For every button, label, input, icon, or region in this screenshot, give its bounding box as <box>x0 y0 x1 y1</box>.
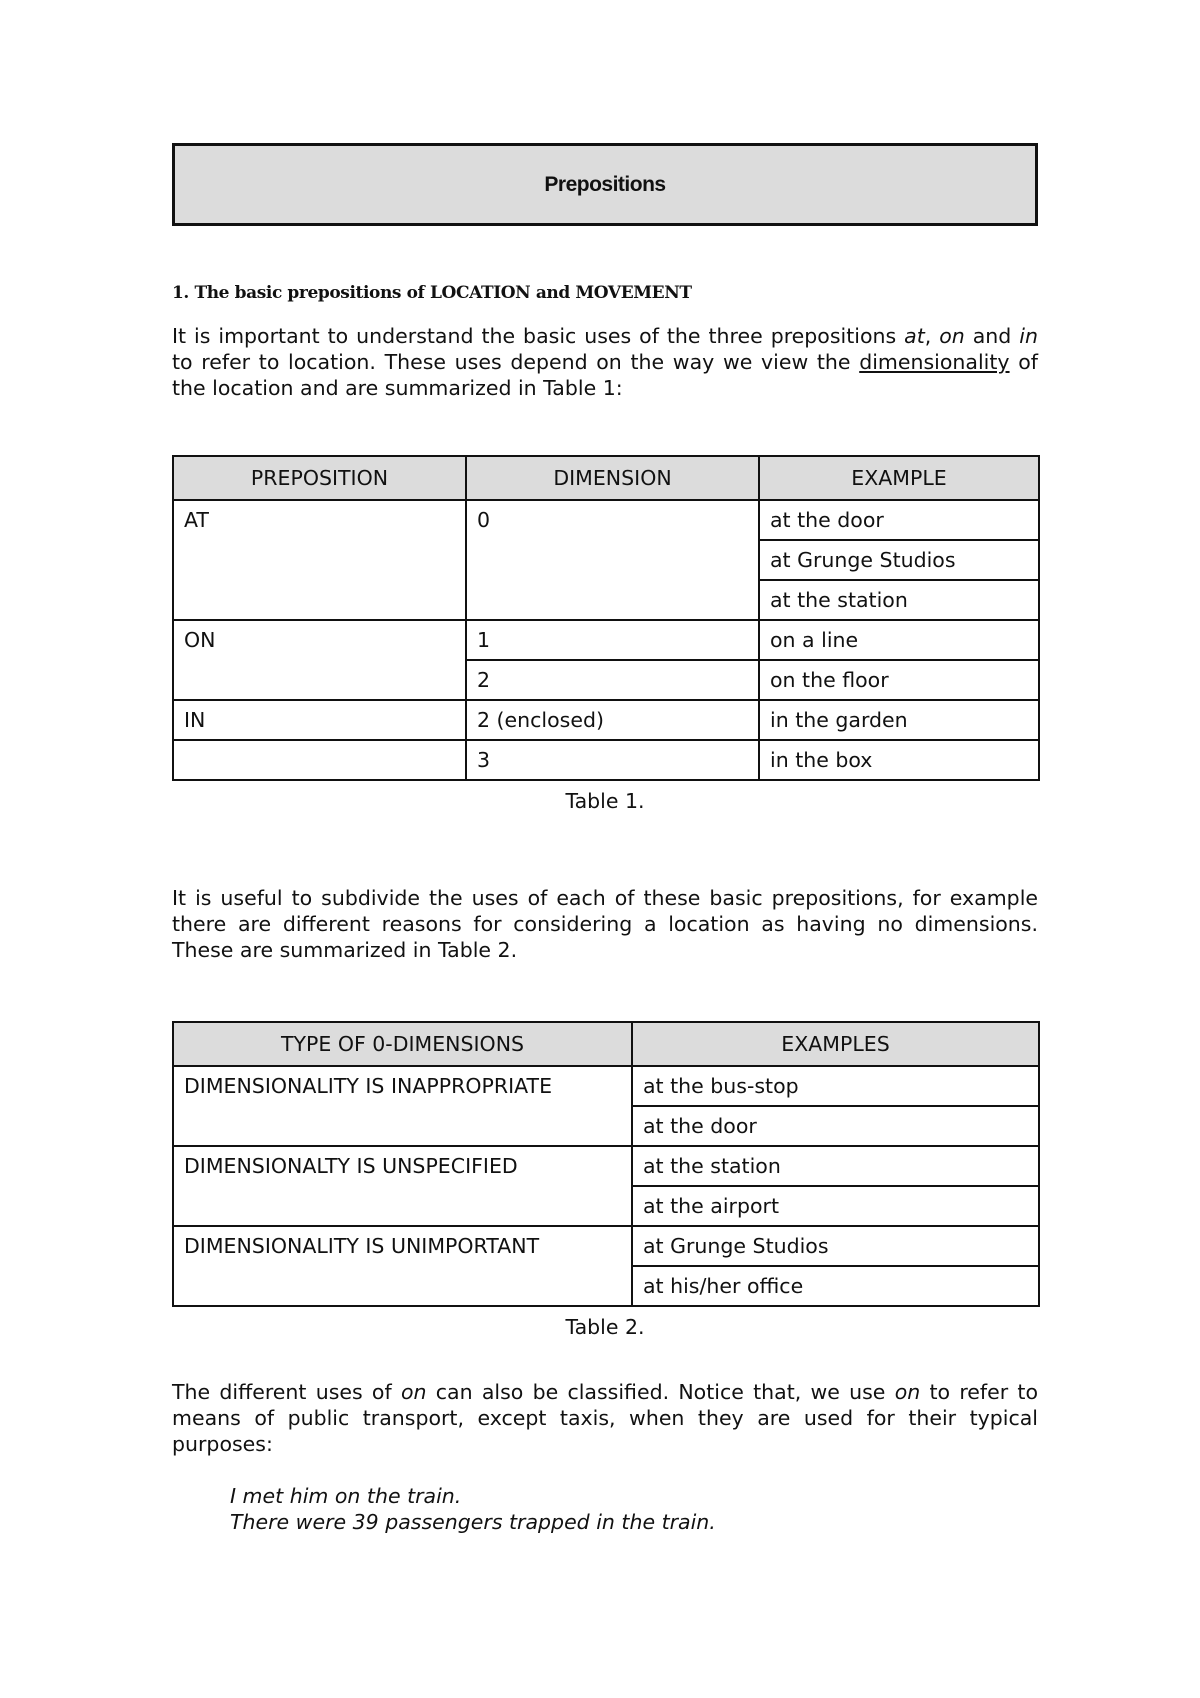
table-2-caption: Table 2. <box>565 1315 645 1339</box>
transport-paragraph: The different uses of on can also be classified. Notice that, we use on to refer to means of public transport, except taxis, when they are used for their typical purposes: <box>172 1380 1039 1456</box>
example-sentence: There were 39 passengers trapped in the train. <box>230 1510 716 1534</box>
cell-example: at the station <box>632 1146 1039 1186</box>
cell-dimension: 0 <box>466 500 759 620</box>
cell-preposition: IN <box>173 700 466 740</box>
cell-dimension: 3 <box>466 740 759 780</box>
table-row <box>173 620 1039 660</box>
header-example: EXAMPLE <box>759 456 1039 500</box>
cell-type: DIMENSIONALITY IS INAPPROPRIATE <box>173 1066 632 1146</box>
document-page <box>172 143 1038 1535</box>
cell-preposition <box>173 740 466 780</box>
cell-example: at Grunge Studios <box>632 1226 1039 1266</box>
table-row <box>173 1226 1039 1266</box>
header-preposition: PREPOSITION <box>173 456 466 500</box>
table-row <box>173 1066 1039 1106</box>
table-1 <box>172 455 1040 781</box>
example-sentences <box>172 1483 1038 1535</box>
cell-example: at the airport <box>632 1186 1039 1226</box>
cell-example: at the station <box>759 580 1039 620</box>
subdivide-paragraph: It is useful to subdivide the uses of each of these basic prepositions, for example there are different reasons for considering a location as having no dimensions. These are summarized in Table 2. <box>172 886 1038 962</box>
table-1-caption: Table 1. <box>565 789 645 813</box>
cell-example: at the door <box>632 1106 1039 1146</box>
cell-example: at the bus-stop <box>632 1066 1039 1106</box>
cell-preposition: ON <box>173 620 466 700</box>
table-row <box>173 700 1039 740</box>
table-2 <box>172 1021 1040 1307</box>
table-header-row <box>173 456 1039 500</box>
table-row <box>173 740 1039 780</box>
cell-preposition: AT <box>173 500 466 620</box>
cell-example: in the box <box>759 740 1039 780</box>
page-title: Prepositions <box>544 172 666 196</box>
table-row <box>173 1146 1039 1186</box>
cell-type: DIMENSIONALTY IS UNSPECIFIED <box>173 1146 632 1226</box>
header-examples: EXAMPLES <box>632 1022 1039 1066</box>
cell-dimension: 1 <box>466 620 759 660</box>
cell-example: in the garden <box>759 700 1039 740</box>
cell-example: on a line <box>759 620 1039 660</box>
dimensionality-term: dimensionality <box>859 350 1010 374</box>
title-box <box>172 143 1038 226</box>
cell-example: on the floor <box>759 660 1039 700</box>
cell-example: at Grunge Studios <box>759 540 1039 580</box>
cell-example: at his/her office <box>632 1266 1039 1306</box>
cell-example: at the door <box>759 500 1039 540</box>
header-dimension: DIMENSION <box>466 456 759 500</box>
section-heading: 1. The basic prepositions of LOCATION and MOVEMENT <box>172 283 692 303</box>
cell-dimension: 2 (enclosed) <box>466 700 759 740</box>
intro-paragraph: It is important to understand the basic uses of the three prepositions at, on and in to refer to location. These uses depend on the way we view the dimensionality of the location and are summarized in Table 1: <box>172 324 1038 400</box>
cell-type: DIMENSIONALITY IS UNIMPORTANT <box>173 1226 632 1306</box>
example-sentence: I met him on the train. <box>230 1484 462 1508</box>
table-header-row <box>173 1022 1039 1066</box>
cell-dimension: 2 <box>466 660 759 700</box>
table-row <box>173 500 1039 540</box>
header-type: TYPE OF 0-DIMENSIONS <box>173 1022 632 1066</box>
